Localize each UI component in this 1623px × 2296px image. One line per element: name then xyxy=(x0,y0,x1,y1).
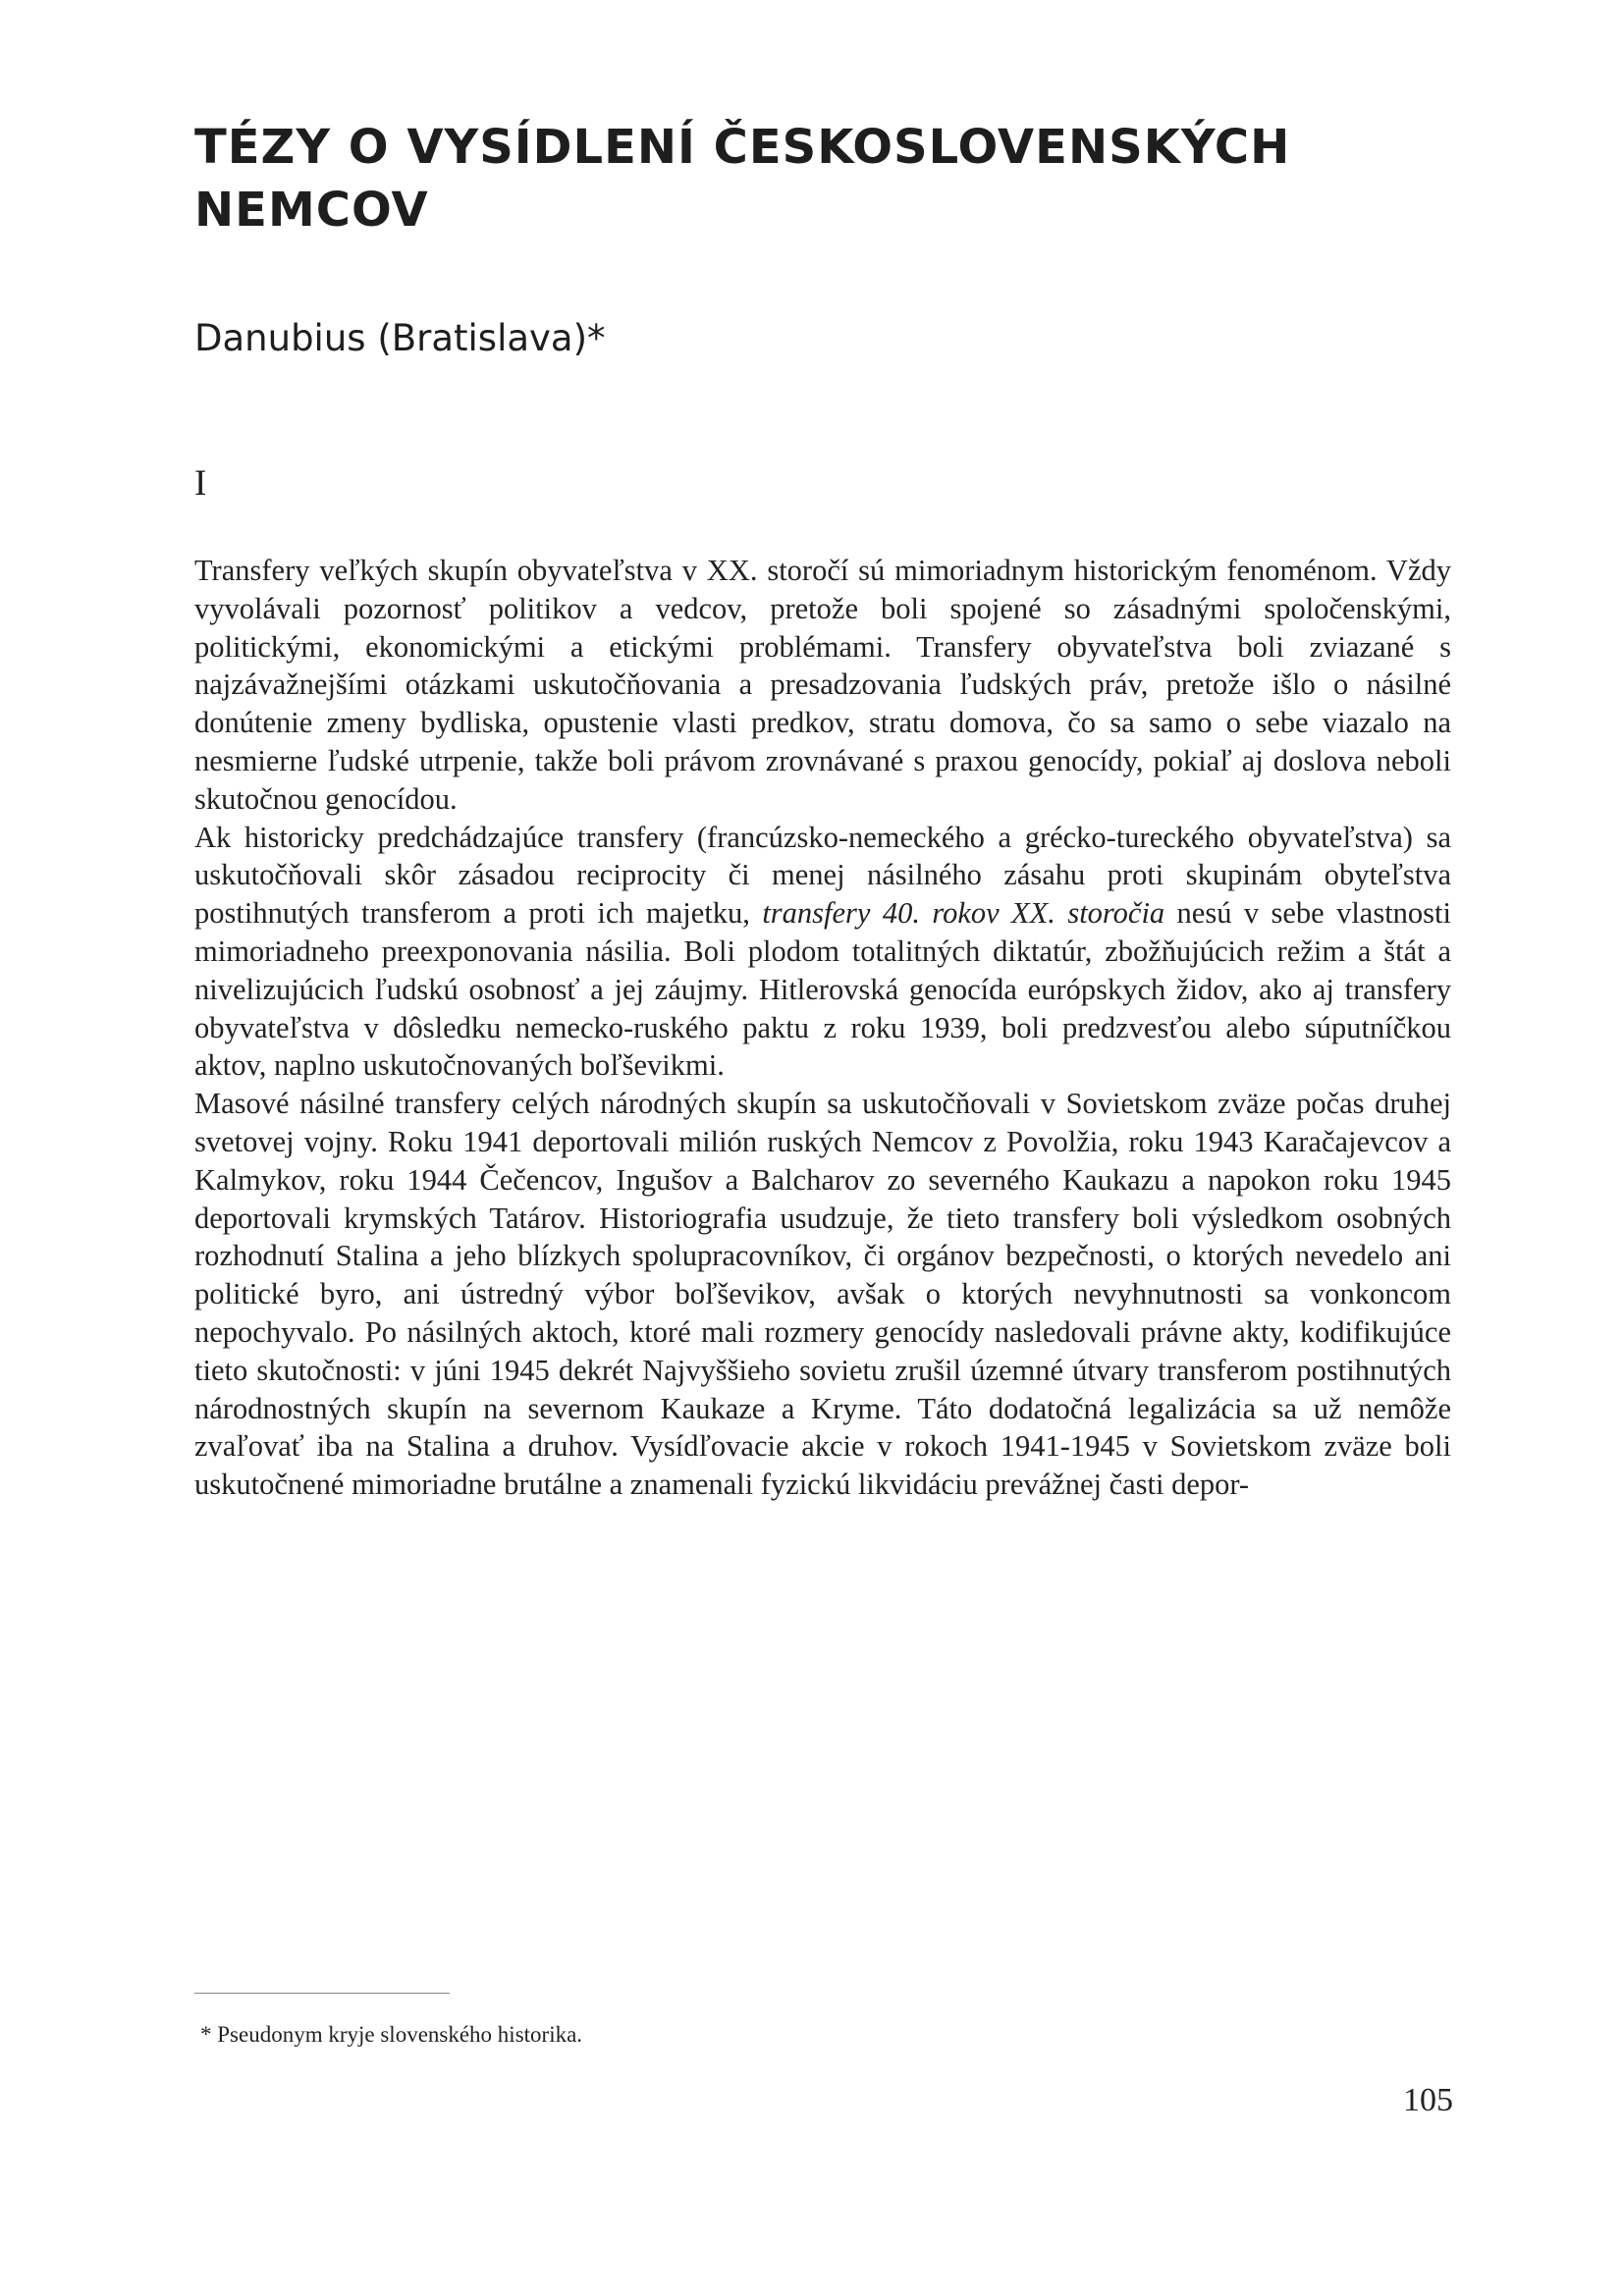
footnote: * Pseudonym kryje slovenského historika. xyxy=(200,2022,583,2047)
paragraph-2-emphasis: transfery 40. rokov XX. storočia xyxy=(762,896,1165,931)
paragraph-3: Masové násilné transfery celých národných skupín sa uskutočňovali v Sovietskom zväze počas druhej svetovej vojny. Roku 1941 deportovali milión ruských Nemcov z Povolžia, roku 1943 Karačajevcov a Kalmykov, roku 1944 Čečencov, Ingušov a Balcharov zo severného Kaukazu a napokon roku 1945 deportovali krymských Tatárov. Historiografia usudzuje, že tieto transfery boli výsledkom osobných rozhodnutí Stalina a jeho blízkych spolupracovníkov, či orgánov bezpečnosti, o ktorých nevedelo ani politické byro, ani ústredný výbor boľševikov, avšak o ktorých nevyhnutnosti sa vonkoncom nepochyvalo. Po násilných aktoch, ktoré mali rozmery genocídy nasledovali právne akty, kodifikujúce tieto skutočnosti: v júni 1945 dekrét Najvyššieho sovietu zrušil územné útvary transferom postihnutých národnostných skupín na severnom Kaukaze a Kryme. Táto dodatočná legalizácia sa už nemôže zvaľovať iba na Stalina a druhov. Vysídľovacie akcie v rokoch 1941-1945 v Sovietskom zväze boli uskutočnené mimoriadne brutálne a znamenali fyzickú likvidáciu prevážnej časti depor- xyxy=(194,1087,1451,1502)
article-title-line-2: NEMCOV xyxy=(194,183,429,238)
author-line: Danubius (Bratislava)* xyxy=(194,317,606,359)
paragraph-2 xyxy=(194,819,1451,1086)
article-body xyxy=(194,552,1451,1504)
paragraph-1: Transfery veľkých skupín obyvateľstva v XX. storočí sú mimoriadnym historickým fenoménom. Vždy vyvolávali pozornosť politikov a vedcov, pretože boli spojené so zásadnými spoločenskými, politickými, ekonomickými a etickými problémami. Transfery obyvateľstva boli zviazané s najzávažnejšími otázkami uskutočňovania a presadzovania ľudských práv, pretože išlo o násilné donútenie zmeny bydliska, opustenie vlasti predkov, stratu domova, čo sa samo o sebe viazalo na nesmierne ľudské utrpenie, takže boli právom zrovnávané s praxou genocídy, pokiaľ aj doslova neboli skutočnou genocídou. xyxy=(194,554,1451,816)
section-number: I xyxy=(194,463,207,504)
paragraph-2-end: nesú v sebe vlastnosti mimoriadneho preexponovania násilia. Boli plodom totalitných diktatúr, zbožňujúcich režim a štát a nivelizujúcich ľudskú osobnosť a jej záujmy. Hitlerovská genocída európskych židov, ako aj transfery obyvateľstva v dôsledku nemecko-ruského paktu z roku 1939, boli predzvesťou alebo súputníčkou aktov, naplno uskutočnovaných boľševikmi. xyxy=(194,896,1452,1083)
footnote-divider xyxy=(194,1993,450,1994)
page-number: 105 xyxy=(1403,2082,1453,2118)
paragraph-2-start: Ak historicky predchádzajúce transfery (francúzsko-nemeckého a grécko-tureckého obyvateľstva) sa uskutočňovali skôr zásadou reciprocity či menej násilného zásahu proti skupinám obyteľstva postihnutých transferom a proti ich majetku, xyxy=(194,820,1451,931)
article-title-line-1: TÉZY O VYSÍDLENÍ ČESKOSLOVENSKÝCH xyxy=(194,120,1291,175)
article-title xyxy=(194,116,1471,241)
